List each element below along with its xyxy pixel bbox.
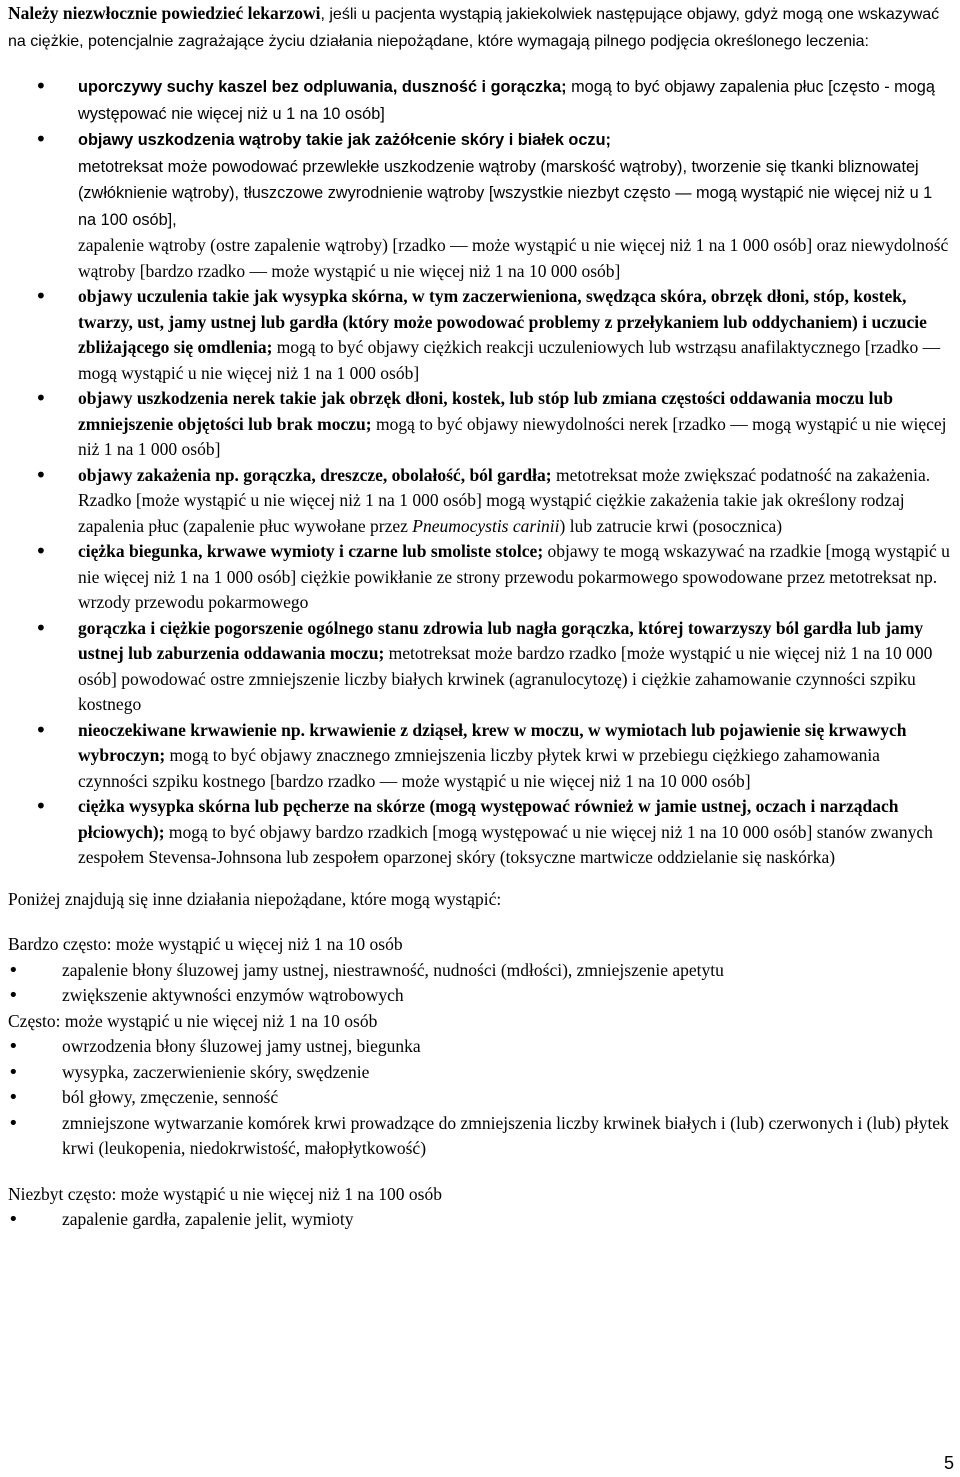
list-item: [8, 718, 952, 795]
item-bold: objawy uszkodzenia wątroby takie jak zażółcenie skóry i białek oczu;: [78, 131, 611, 149]
page-number: 5: [943, 1453, 954, 1473]
item-bold: gorączka i ciężkie pogorszenie ogólnego stanu zdrowia lub nagła gorączka, której towarzyszy ból gardła lub jamy ustnej lub zaburzenia oddawania moczu;: [78, 617, 924, 663]
frequency-label: Bardzo często:: [8, 934, 112, 954]
frequency-items: [8, 1207, 952, 1233]
frequency-label: Niezbyt często:: [8, 1183, 117, 1204]
item-text: zapalenie wątroby (ostre zapalenie wątroby) [rzadko — może wystąpić u nie więcej niż 1 na 1 000 osób] oraz niewydolność wątroby [bardzo rzadko — może wystąpić u nie więcej niż 1 na 10 000 osób]: [78, 235, 949, 281]
frequency-label: Często:: [8, 1010, 61, 1031]
list-item: [8, 386, 952, 463]
item-bold: ciężka wysypka skórna lub pęcherze na skórze (mogą występować również w jamie ustnej, oczach i narządach płciowych);: [78, 796, 899, 842]
item-text: mogą to być objawy znacznego zmniejszenia liczby płytek krwi w przebiegu ciężkiego zahamowania czynności szpiku kostnego [bardzo rzadko — może wystąpić u nie więcej niż 1 na 10 000 osób]: [78, 745, 880, 791]
list-item: [8, 74, 952, 127]
other-effects-heading: Poniżej znajdują się inne działania niepożądane, które mogą wystąpić:: [8, 888, 502, 909]
intro-text: , jeśli u pacjenta wystąpią jakiekolwiek następujące objawy, gdyż mogą one wskazywać na ciężkie, potencjalnie zagrażające życiu działania niepożądane, które wymagają pilnego podjęcia określonego leczenia:: [8, 6, 940, 50]
list-item: • ból głowy, zmęczenie, senność: [8, 1085, 952, 1111]
item-bold: nieoczekiwane krwawienie np. krwawienie z dziąseł, krew w moczu, w wymiotach lub pojawienie się krwawych wybroczyn;: [78, 719, 907, 765]
item-text: metotreksat może zwiększać podatność na zakażenia. Rzadko [może wystąpić u nie więcej niż 1 na 1 000 osób] mogą wystąpić ciężkie zakażenia takie jak określony rodzaj zapalenia płuc (zapalenie płuc wywołane przez: [78, 464, 931, 536]
item-italic: Pneumocystis carinii: [412, 515, 560, 536]
list-item: • zwiększenie aktywności enzymów wątrobowych: [8, 983, 952, 1009]
list-item: • zapalenie gardła, zapalenie jelit, wymioty: [8, 1207, 952, 1233]
item-text: mogą to być objawy niewydolności nerek [rzadko — mogą wystąpić u nie więcej niż 1 na 1 000 osób]: [78, 413, 947, 459]
item-text: ) lub zatrucie krwi (posocznica): [559, 515, 783, 536]
frequency-desc: może wystąpić u nie więcej niż 1 na 100 osób: [116, 1183, 442, 1204]
frequency-desc: może wystąpić u nie więcej niż 1 na 10 osób: [60, 1010, 378, 1031]
list-item: • owrzodzenia błony śluzowej jamy ustnej, biegunka: [8, 1034, 952, 1060]
item-bold: ciężka biegunka, krwawe wymioty i czarne lub smoliste stolce;: [78, 541, 544, 561]
frequency-items: [8, 958, 952, 1009]
item-bold: objawy uczulenia takie jak wysypka skórna, w tym zaczerwieniona, swędząca skóra, obrzęk dłoni, stóp, kostek, twarzy, ust, jamy ustnej lub gardła (który może powodować problemy z przełykaniem lub oddychaniem) i uczucie zbliżającego się omdlenia;: [78, 286, 927, 357]
item-bold: objawy uszkodzenia nerek takie jak obrzęk dłoni, kostek, lub stóp lub zmiana częstości oddawania moczu lub zmniejszenie objętości lub brak moczu;: [78, 388, 893, 434]
list-item: [8, 794, 952, 871]
frequency-desc: może wystąpić u więcej niż 1 na 10 osób: [111, 934, 403, 954]
item-text: metotreksat może bardzo rzadko [może wystąpić u nie więcej niż 1 na 10 000 osób] powodować ostre zmniejszenie liczby białych krwinek (agranulocytozę) i ciężkie zahamowanie czynności szpiku kostnego: [78, 643, 933, 714]
intro-lead: Należy niezwłocznie powiedzieć lekarzowi: [8, 3, 321, 23]
intro-paragraph: [8, 0, 952, 54]
serious-effects-list: [8, 74, 952, 871]
leaflet-page: [8, 0, 952, 1233]
list-item: [8, 616, 952, 718]
item-text: mogą to być objawy ciężkich reakcji uczuleniowych lub wstrząsu anafilaktycznego [rzadko — mogą wystąpić u nie więcej niż 1 na 1 000 osób]: [78, 337, 941, 383]
item-bold: objawy zakażenia np. gorączka, dreszcze, obolałość, ból gardła;: [78, 464, 552, 485]
list-item: • zmniejszone wytwarzanie komórek krwi prowadzące do zmniejszenia liczby krwinek białych i (lub) czerwonych i (lub) płytek krwi (leukopenia, niedokrwistość, małopłytkowość): [8, 1111, 952, 1162]
frequency-items: [8, 1034, 952, 1162]
item-text: mogą to być objawy bardzo rzadkich [mogą występować u nie więcej niż 1 na 10 000 osób] stanów zwanych zespołem Stevensa-Johnsona lub zespołem oparzonej skóry (toksyczne martwicze oddzielanie się naskórka): [78, 821, 933, 867]
item-text: objawy te mogą wskazywać na rzadkie [mogą wystąpić u nie więcej niż 1 na 1 000 osób] ciężkie powikłanie ze strony przewodu pokarmowego spowodowane przez metotreksat np. wrzody przewodu pokarmowego: [78, 541, 950, 612]
frequency-uncommon: [8, 1182, 952, 1233]
item-bold: uporczywy suchy kaszel bez odpluwania, duszność i gorączka;: [78, 78, 567, 96]
list-item: [8, 127, 952, 284]
list-item: [8, 284, 952, 386]
list-item: • wysypka, zaczerwienienie skóry, swędzenie: [8, 1060, 952, 1086]
list-item: • zapalenie błony śluzowej jamy ustnej, niestrawność, nudności (mdłości), zmniejszenie apetytu: [8, 958, 952, 984]
list-item: [8, 463, 952, 540]
item-text: mogą to być objawy zapalenia płuc [często - mogą występować nie więcej niż u 1 na 10 osób]: [78, 78, 935, 123]
list-item: [8, 539, 952, 616]
frequency-very-common: [8, 932, 952, 1162]
item-text: metotreksat może powodować przewlekłe uszkodzenie wątroby (marskość wątroby), tworzenie się tkanki bliznowatej (zwłóknienie wątroby), tłuszczowe zwyrodnienie wątroby [wszystkie niezbyt często — mogą wystąpić nie więcej niż u 1 na 100 osób],: [78, 157, 933, 229]
